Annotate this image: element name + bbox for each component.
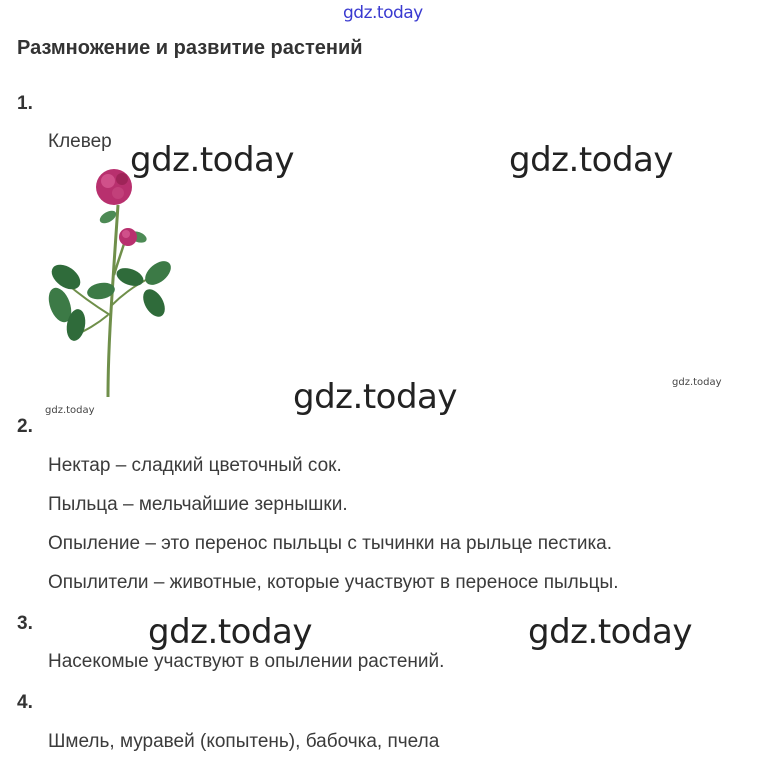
watermark-3: gdz.today bbox=[293, 377, 457, 417]
section-3-number: 3. bbox=[17, 613, 33, 634]
section-4-number: 4. bbox=[17, 692, 33, 713]
definition-pollen: Пыльца – мельчайшие зернышки. bbox=[48, 494, 348, 515]
clover-illustration bbox=[46, 165, 178, 400]
definition-pollinators: Опылители – животные, которые участвуют в переносе пыльцы. bbox=[48, 572, 619, 593]
watermark-2: gdz.today bbox=[509, 140, 673, 180]
page-title: Размножение и развитие растений bbox=[17, 37, 363, 59]
watermark-small-right: gdz.today bbox=[672, 377, 722, 388]
definition-pollination: Опыление – это перенос пыльцы с тычинки на рыльце пестика. bbox=[48, 533, 613, 554]
clover-caption: Клевер bbox=[48, 131, 112, 152]
definition-nectar: Нектар – сладкий цветочный сок. bbox=[48, 455, 342, 476]
watermark-top: gdz.today bbox=[343, 3, 423, 23]
watermark-small-left: gdz.today bbox=[45, 405, 95, 416]
insects-answer: Насекомые участвуют в опылении растений. bbox=[48, 651, 445, 672]
pollinators-list: Шмель, муравей (копытень), бабочка, пчела bbox=[48, 731, 440, 752]
watermark-4: gdz.today bbox=[148, 612, 312, 652]
section-1-number: 1. bbox=[17, 93, 33, 114]
watermark-5: gdz.today bbox=[528, 612, 692, 652]
watermark-1: gdz.today bbox=[130, 140, 294, 180]
section-2-number: 2. bbox=[17, 416, 33, 437]
